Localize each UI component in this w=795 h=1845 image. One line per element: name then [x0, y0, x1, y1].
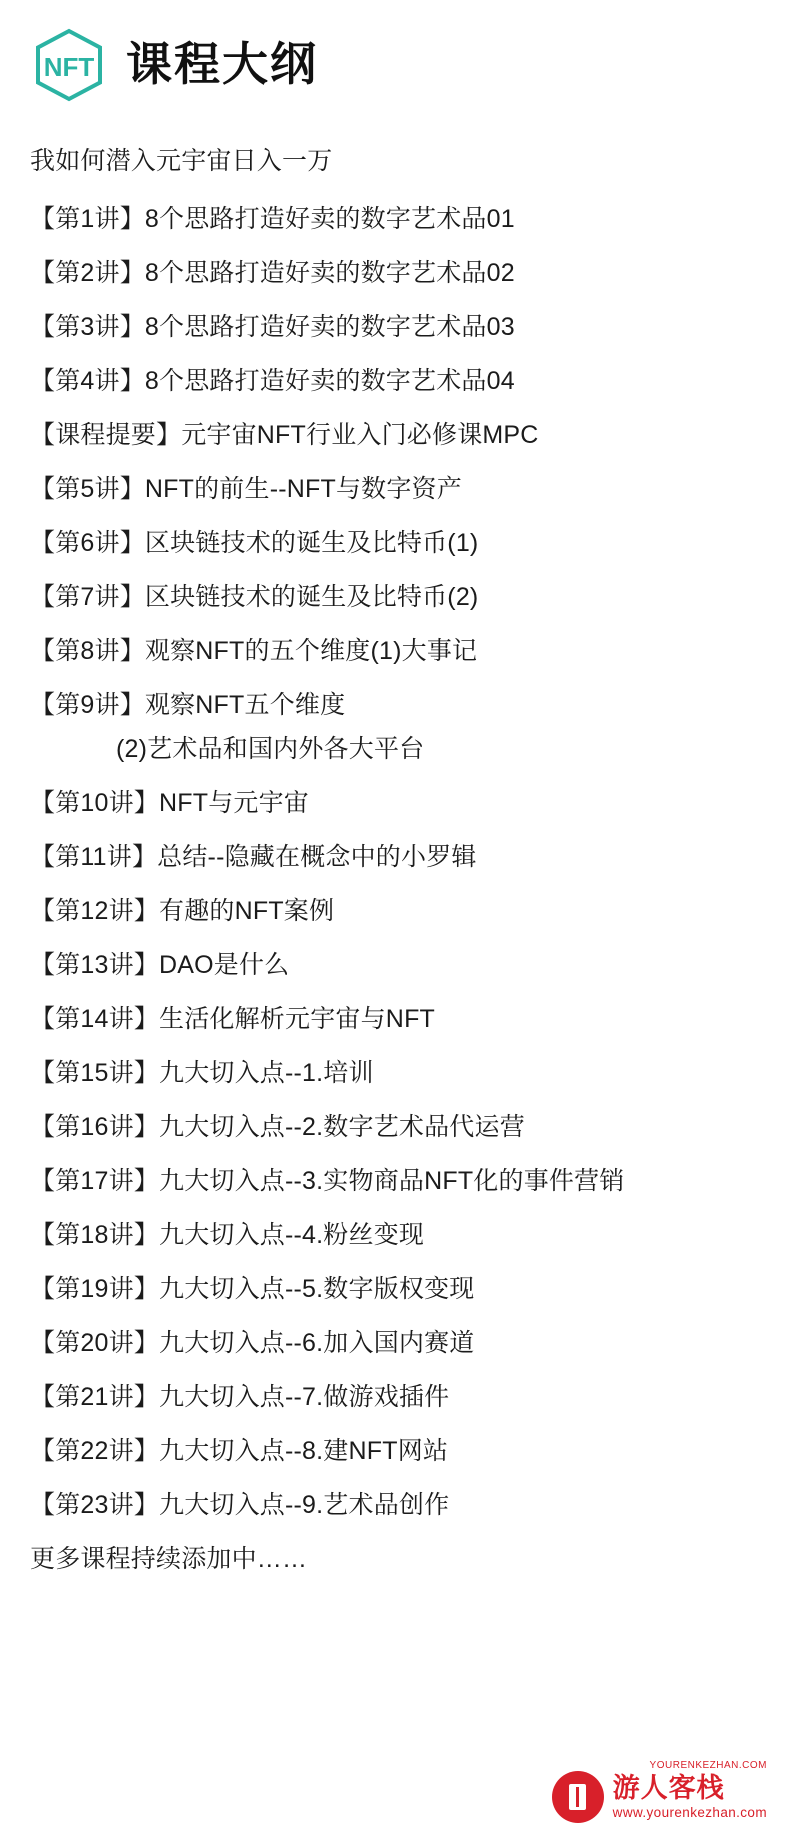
list-item: 【第5讲】NFT的前生--NFT与数字资产 — [30, 474, 462, 503]
list-item: 【第2讲】8个思路打造好卖的数字艺术品02 — [30, 258, 515, 287]
watermark-subtext: YOURENKEZHAN.COM — [649, 1760, 767, 1771]
list-item: 【第21讲】九大切入点--7.做游戏插件 — [30, 1382, 450, 1411]
list-item: 【第8讲】观察NFT的五个维度(1)大事记 — [30, 636, 478, 665]
list-item: 【第4讲】8个思路打造好卖的数字艺术品04 — [30, 366, 515, 395]
course-outline-list — [30, 146, 765, 1575]
list-item: 【第14讲】生活化解析元宇宙与NFT — [30, 1004, 436, 1033]
list-item: 【第13讲】DAO是什么 — [30, 950, 290, 979]
list-item: 【第17讲】九大切入点--3.实物商品NFT化的事件营销 — [30, 1166, 625, 1195]
list-item: 【第10讲】NFT与元宇宙 — [30, 788, 310, 817]
list-item: 【课程提要】元宇宙NFT行业入门必修课MPC — [30, 420, 539, 449]
site-watermark — [552, 1771, 767, 1823]
yourenkezhan-logo-icon — [552, 1771, 604, 1823]
list-item: 【第7讲】区块链技术的诞生及比特币(2) — [30, 582, 479, 611]
list-item: 【第20讲】九大切入点--6.加入国内赛道 — [30, 1328, 475, 1357]
outline-footer-note: 更多课程持续添加中…… — [30, 1544, 308, 1573]
list-item: 【第6讲】区块链技术的诞生及比特币(1) — [30, 528, 479, 557]
document-header — [30, 26, 765, 104]
list-item: 【第16讲】九大切入点--2.数字艺术品代运营 — [30, 1112, 525, 1141]
list-item-continuation: (2)艺术品和国内外各大平台 — [116, 734, 425, 763]
svg-text:NFT: NFT — [43, 52, 95, 82]
list-item: 【第3讲】8个思路打造好卖的数字艺术品03 — [30, 312, 515, 341]
nft-hexagon-logo-icon — [30, 26, 108, 104]
list-item: 【第19讲】九大切入点--5.数字版权变现 — [30, 1274, 475, 1303]
list-item: 【第1讲】8个思路打造好卖的数字艺术品01 — [30, 204, 515, 233]
list-item: 【第9讲】观察NFT五个维度 — [30, 690, 346, 719]
list-item: 【第18讲】九大切入点--4.粉丝变现 — [30, 1220, 425, 1249]
watermark-site-name: 游人客栈 — [612, 1772, 725, 1803]
list-item: 【第15讲】九大切入点--1.培训 — [30, 1058, 374, 1087]
watermark-site-url: www.yourenkezhan.com — [612, 1804, 767, 1820]
list-item: 【第23讲】九大切入点--9.艺术品创作 — [30, 1490, 450, 1519]
outline-intro: 我如何潜入元宇宙日入一万 — [30, 147, 333, 175]
watermark-text — [612, 1772, 767, 1820]
page-title: 课程大纲 — [126, 39, 318, 90]
list-item: 【第22讲】九大切入点--8.建NFT网站 — [30, 1436, 449, 1465]
list-item: 【第11讲】总结--隐藏在概念中的小罗辑 — [30, 842, 477, 871]
list-item: 【第12讲】有趣的NFT案例 — [30, 896, 335, 925]
